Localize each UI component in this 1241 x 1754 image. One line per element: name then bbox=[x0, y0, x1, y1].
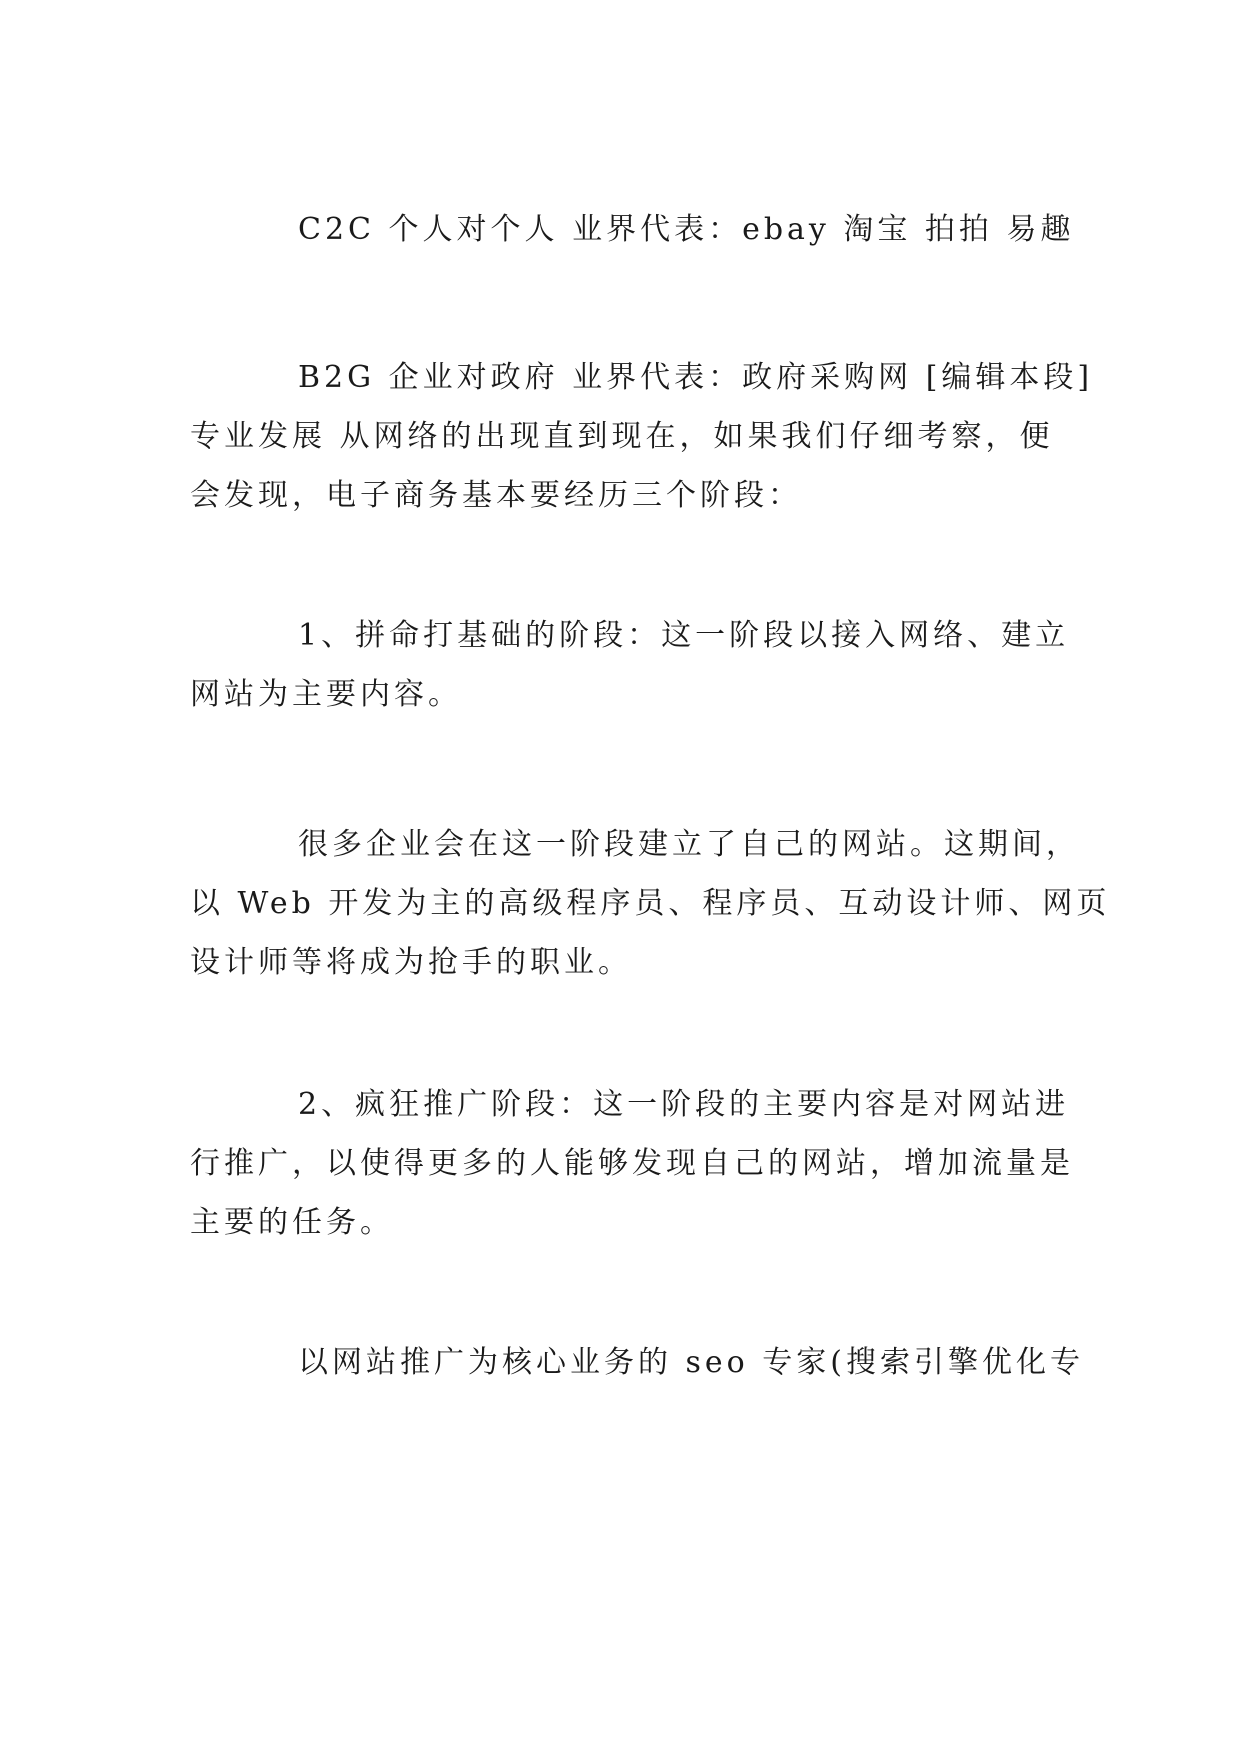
paragraph-line: 2、疯狂推广阶段：这一阶段的主要内容是对网站进 bbox=[298, 1087, 1070, 1122]
paragraph-line: C2C 个人对个人 业界代表：ebay 淘宝 拍拍 易趣 bbox=[298, 212, 1075, 247]
paragraph-line: 行推广，以使得更多的人能够发现自己的网站，增加流量是 bbox=[190, 1146, 1074, 1181]
paragraph-websites bbox=[190, 815, 1111, 992]
paragraph-line: 设计师等将成为抢手的职业。 bbox=[190, 945, 632, 980]
paragraph-line: 专业发展 从网络的出现直到现在，如果我们仔细考察，便 bbox=[190, 419, 1054, 454]
paragraph-line: 很多企业会在这一阶段建立了自己的网站。这期间， bbox=[298, 827, 1080, 862]
paragraph-line: 主要的任务。 bbox=[190, 1205, 394, 1240]
paragraph-c2c bbox=[190, 200, 1075, 259]
paragraph-b2g bbox=[190, 348, 1094, 525]
paragraph-line: 1、拼命打基础的阶段：这一阶段以接入网络、建立 bbox=[298, 618, 1070, 653]
paragraph-stage-two bbox=[190, 1075, 1074, 1252]
paragraph-line: 会发现，电子商务基本要经历三个阶段： bbox=[190, 478, 802, 513]
paragraph-line: B2G 企业对政府 业界代表：政府采购网 [编辑本段] bbox=[298, 360, 1094, 395]
paragraph-seo bbox=[190, 1333, 1084, 1392]
paragraph-line: 以 Web 开发为主的高级程序员、程序员、互动设计师、网页 bbox=[190, 886, 1111, 921]
paragraph-stage-one bbox=[190, 606, 1070, 724]
paragraph-line: 网站为主要内容。 bbox=[190, 677, 462, 712]
paragraph-line: 以网站推广为核心业务的 seo 专家(搜索引擎优化专 bbox=[298, 1345, 1084, 1380]
